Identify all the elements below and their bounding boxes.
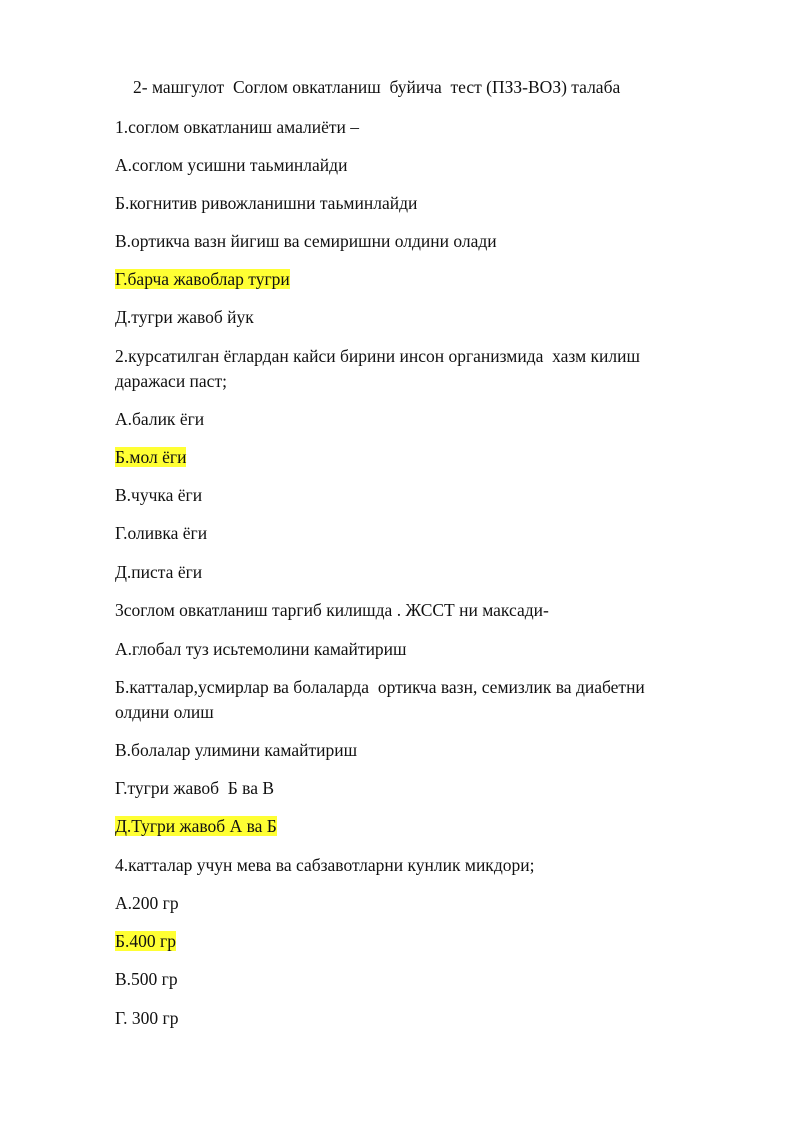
question-2-option-a: А.балик ёги xyxy=(115,409,205,429)
question-4: 4.катталар учун мева ва сабзавотларни кунлик микдори; xyxy=(115,855,535,875)
question-3-option-e xyxy=(115,815,277,837)
question-2-option-e: Д.писта ёги xyxy=(115,562,203,582)
question-3: 3соглом овкатланиш таргиб килишда . ЖССТ ни максади- xyxy=(115,600,549,620)
question-1-option-c: В.ортикча вазн йигиш ва семиришни олдини олади xyxy=(115,231,497,251)
question-3-option-b-line-2: олдини олиш xyxy=(115,702,214,722)
question-2-line-2: даражаси паст; xyxy=(115,371,227,391)
question-4-option-a: А.200 гр xyxy=(115,893,179,913)
question-1-option-a: А.соглом усишни таьминлайди xyxy=(115,155,348,175)
question-2-line-1: 2.курсатилган ёглардан кайси бирини инсон организмида хазм килиш xyxy=(115,346,640,366)
highlighted-answer: Б.мол ёги xyxy=(115,447,187,467)
highlighted-answer: Д.Тугри жавоб А ва Б xyxy=(115,816,277,836)
question-4-option-b xyxy=(115,930,176,952)
question-3-option-a: А.глобал туз исьтемолини камайтириш xyxy=(115,639,407,659)
question-4-option-c: В.500 гр xyxy=(115,969,178,989)
question-1-option-e: Д.тугри жавоб йук xyxy=(115,307,254,327)
question-3-option-c: В.болалар улимини камайтириш xyxy=(115,740,358,760)
question-1-option-d xyxy=(115,268,290,290)
question-2-option-d: Г.оливка ёги xyxy=(115,523,208,543)
question-1: 1.соглом овкатланиш амалиёти – xyxy=(115,117,360,137)
question-2-option-c: В.чучка ёги xyxy=(115,485,203,505)
question-4-option-d: Г. 300 гр xyxy=(115,1008,179,1028)
highlighted-answer: Г.барча жавоблар тугри xyxy=(115,269,290,289)
question-3-option-d: Г.тугри жавоб Б ва В xyxy=(115,778,275,798)
question-3-option-b-line-1: Б.катталар,усмирлар ва болаларда ортикча вазн, семизлик ва диабетни xyxy=(115,677,645,697)
page-title: 2- машгулот Соглом овкатланиш буйича тест (ПЗЗ-ВОЗ) талаба xyxy=(133,77,621,97)
question-2-option-b xyxy=(115,446,186,468)
highlighted-answer: Б.400 гр xyxy=(115,931,176,951)
question-1-option-b: Б.когнитив ривожланишни таьминлайди xyxy=(115,193,418,213)
